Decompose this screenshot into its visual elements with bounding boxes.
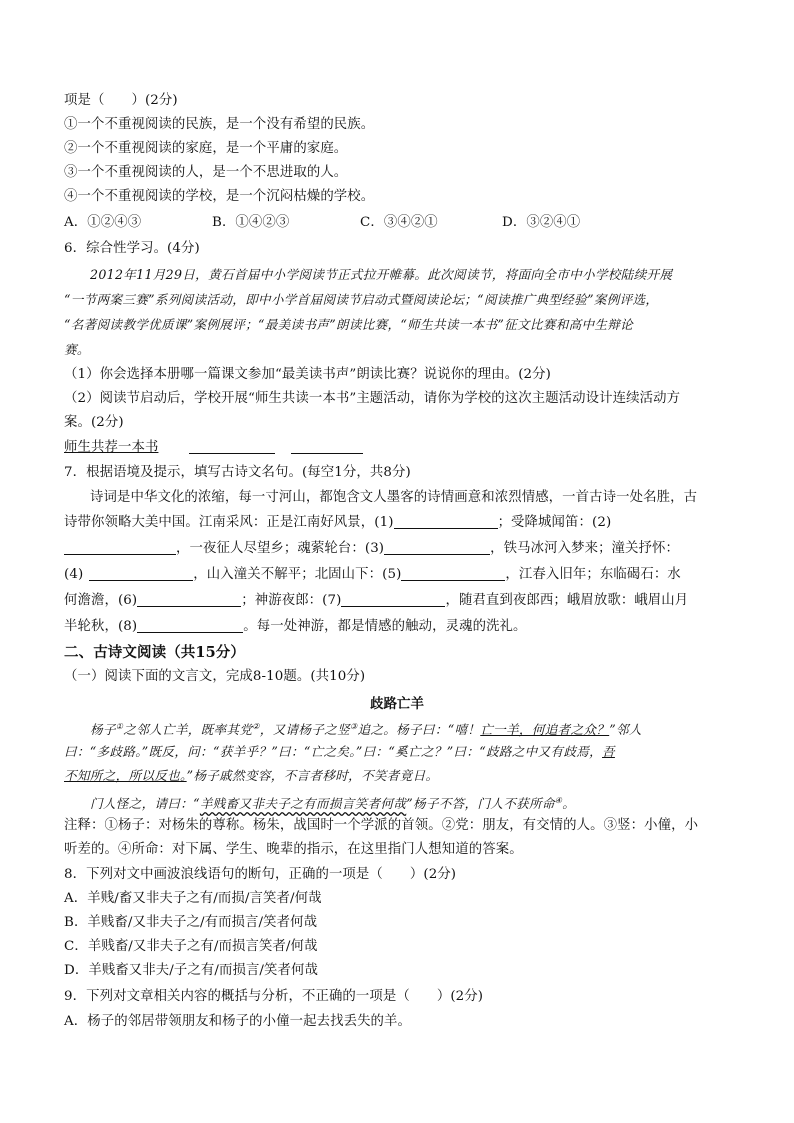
q5-item-2: ②一个不重视阅读的家庭，是一个平庸的家庭。 — [64, 141, 348, 156]
essay-note-1: 注释：①杨子：对杨朱的尊称。杨朱，战国时一个学派的首领。②党：朋友，有交情的人。③竖：小僮，小 — [64, 818, 699, 833]
essay-text: ，又请杨子之竖 — [259, 722, 350, 738]
section-2-sub-heading: （一）阅读下面的文言文，完成8-10题。(共10分) — [64, 669, 366, 684]
q6-answer-line — [64, 437, 730, 459]
q5-item-1: ①一个不重视阅读的民族，是一个没有希望的民族。 — [64, 117, 375, 132]
essay-text: 曰：“多歧路。”既反，问：“获羊乎？”曰：“亡之矣。”曰：“奚亡之？”曰：“歧路之中又有歧焉， — [64, 744, 603, 759]
q7-blank-8[interactable] — [137, 617, 243, 633]
q7-line-2 — [64, 512, 730, 534]
q6-passage-4: 赛。 — [64, 342, 90, 357]
note-marker: ③ — [349, 722, 358, 731]
essay-text: 。 — [562, 796, 576, 812]
q7-text: ，随君直到夜郎西；峨眉放歌：峨眉山月 — [445, 593, 689, 608]
q7-text: ，铁马冰河入梦来；潼关抒怀： — [490, 541, 680, 556]
q7-blank-4[interactable] — [89, 565, 193, 581]
note-marker: ① — [115, 722, 124, 731]
q7-blank-6[interactable] — [137, 591, 241, 607]
q7-title: 7．根据语境及提示，填写古诗文名句。(每空1分，共8分) — [64, 465, 411, 480]
q8-stem: 8．下列对文中画波浪线语句的断句，正确的一项是（ ）(2分) — [64, 867, 457, 882]
q7-text: 何澹澹，(6) — [64, 593, 138, 608]
q7-text: ，山入潼关不解平；北固山下：(5) — [193, 567, 402, 582]
q8-option-b[interactable]: B．羊贱畜/又非夫子之/有而损言/笑者何哉 — [64, 915, 318, 930]
q7-text: (4) — [64, 567, 84, 582]
essay-text: ”邻人 — [609, 722, 642, 738]
q7-text: 诗带你领略大美中国。江南采风：正是江南好风景，(1) — [64, 515, 394, 530]
essay-text: 杨子 — [90, 722, 116, 738]
q6-passage-3: “名著阅读教学优质课”案例展评；“最美读书声”朗读比赛，“师生共读一本书”征文比赛和高中生辩论 — [64, 317, 634, 332]
underlined-sentence: 吾 — [602, 744, 615, 759]
q7-blank-3[interactable] — [384, 539, 490, 555]
q5-option-a[interactable]: A．①②④③ — [64, 215, 142, 230]
q6-passage-2: “一节两案三赛”系列阅读活动，即中小学首届阅读节启动式暨阅读论坛；“阅读推广典型经验”案例评选， — [64, 292, 659, 307]
q7-text: ，一夜征人尽望乡；魂萦轮台：(3) — [176, 541, 385, 556]
q9-stem: 9．下列对文章相关内容的概括与分析，不正确的一项是（ ）(2分) — [64, 989, 484, 1004]
q7-text: 。每一处神游，都是情感的触动，灵魂的洗礼。 — [243, 619, 527, 634]
q6-sub-2a: （2）阅读节启动后，学校开展“师生共读一本书”主题活动，请你为学校的这次主题活动设计连续活动方 — [64, 391, 681, 406]
q5-item-4: ④一个不重视阅读的学校，是一个沉闷枯燥的学校。 — [64, 189, 375, 204]
essay-text: 门人怪之，请曰：“ — [90, 796, 200, 812]
underlined-sentence: 亡一羊，何追者之众？ — [480, 722, 610, 738]
q6-answer-blank-2[interactable] — [291, 438, 363, 454]
essay-p1-line-2 — [64, 741, 730, 763]
q5-item-3: ③一个不重视阅读的人，是一个不思进取的人。 — [64, 165, 348, 180]
note-marker: ② — [252, 722, 260, 731]
q6-passage-1: 2012年11月29日，黄石首届中小学阅读节正式拉开帷幕。此次阅读节，将面向全市中小学校陆续开展 — [90, 267, 673, 282]
q7-line-5 — [64, 590, 730, 612]
q7-blank-5[interactable] — [401, 565, 505, 581]
note-marker: ④ — [554, 796, 563, 805]
q6-title: 6．综合性学习。(4分) — [64, 241, 200, 256]
underlined-sentence: 不知所之，所以反也。 — [64, 768, 187, 783]
essay-p2 — [90, 790, 730, 815]
q7-text: ；神游夜郎：(7) — [241, 593, 342, 608]
q6-answer-blank-1[interactable] — [189, 438, 275, 454]
q7-line-6 — [64, 616, 730, 638]
q7-blank-7[interactable] — [341, 591, 445, 607]
q6-sub-2b: 案。(2分) — [64, 415, 124, 430]
q8-option-c[interactable]: C．羊贱畜/又非夫子之有/而损言笑者/何哉 — [64, 939, 318, 954]
q6-sub-1: （1）你会选择本册哪一篇课文参加“最美读书声”朗读比赛？说说你的理由。(2分) — [64, 367, 551, 382]
essay-p1-line-1 — [90, 716, 730, 741]
q8-option-a[interactable]: A．羊贱/畜又非夫子之有/而损/言笑者/何哉 — [64, 891, 322, 906]
q7-text: 半轮秋，(8) — [64, 619, 138, 634]
q6-answer-label: 师生共荐一本书 — [64, 440, 159, 455]
essay-text: ”杨子戚然变容，不言者移时，不笑者竟日。 — [186, 768, 439, 783]
q7-line-4 — [64, 564, 730, 586]
essay-note-2: 听差的。④所命：对下属、学生、晚辈的指示，在这里指门人想知道的答案。 — [64, 842, 523, 857]
essay-text: ”杨子不答，门人不获所命 — [406, 796, 555, 812]
essay-p1-line-3 — [64, 765, 730, 787]
q5-option-b[interactable]: B．①④②③ — [212, 215, 290, 230]
q5-option-c[interactable]: C．③④②① — [360, 215, 438, 230]
q5-option-d[interactable]: D．③②④① — [502, 215, 581, 230]
wavy-sentence: 羊贱畜又非夫子之有而损言笑者何哉 — [199, 796, 407, 812]
q8-option-d[interactable]: D．羊贱畜又非夫/子之有/而损言/笑者何哉 — [64, 963, 319, 978]
essay-text: 追之。杨子曰：“嘻！ — [357, 722, 481, 738]
q7-line-1: 诗词是中华文化的浓缩，每一寸河山，都饱含文人墨客的诗情画意和浓烈情感，一首古诗一处名胜，古 — [90, 490, 698, 505]
q7-text: ，江春入旧年；东临碣石：水 — [505, 567, 681, 582]
essay-title: 歧路亡羊 — [370, 696, 424, 712]
q7-text: ；受降城闻笛：(2) — [497, 515, 612, 530]
q7-blank-1[interactable] — [394, 513, 498, 529]
section-2-heading: 二、古诗文阅读（共15分） — [64, 644, 245, 661]
essay-text: 之邻人亡羊，既率其党 — [123, 722, 253, 738]
q5-stem-tail: 项是（ ）(2分) — [64, 93, 178, 108]
q9-option-a[interactable]: A．杨子的邻居带领朋友和杨子的小僮一起去找丢失的羊。 — [64, 1014, 412, 1029]
q7-line-3 — [64, 538, 730, 560]
q7-blank-2[interactable] — [64, 539, 176, 555]
q5-options — [64, 212, 730, 234]
